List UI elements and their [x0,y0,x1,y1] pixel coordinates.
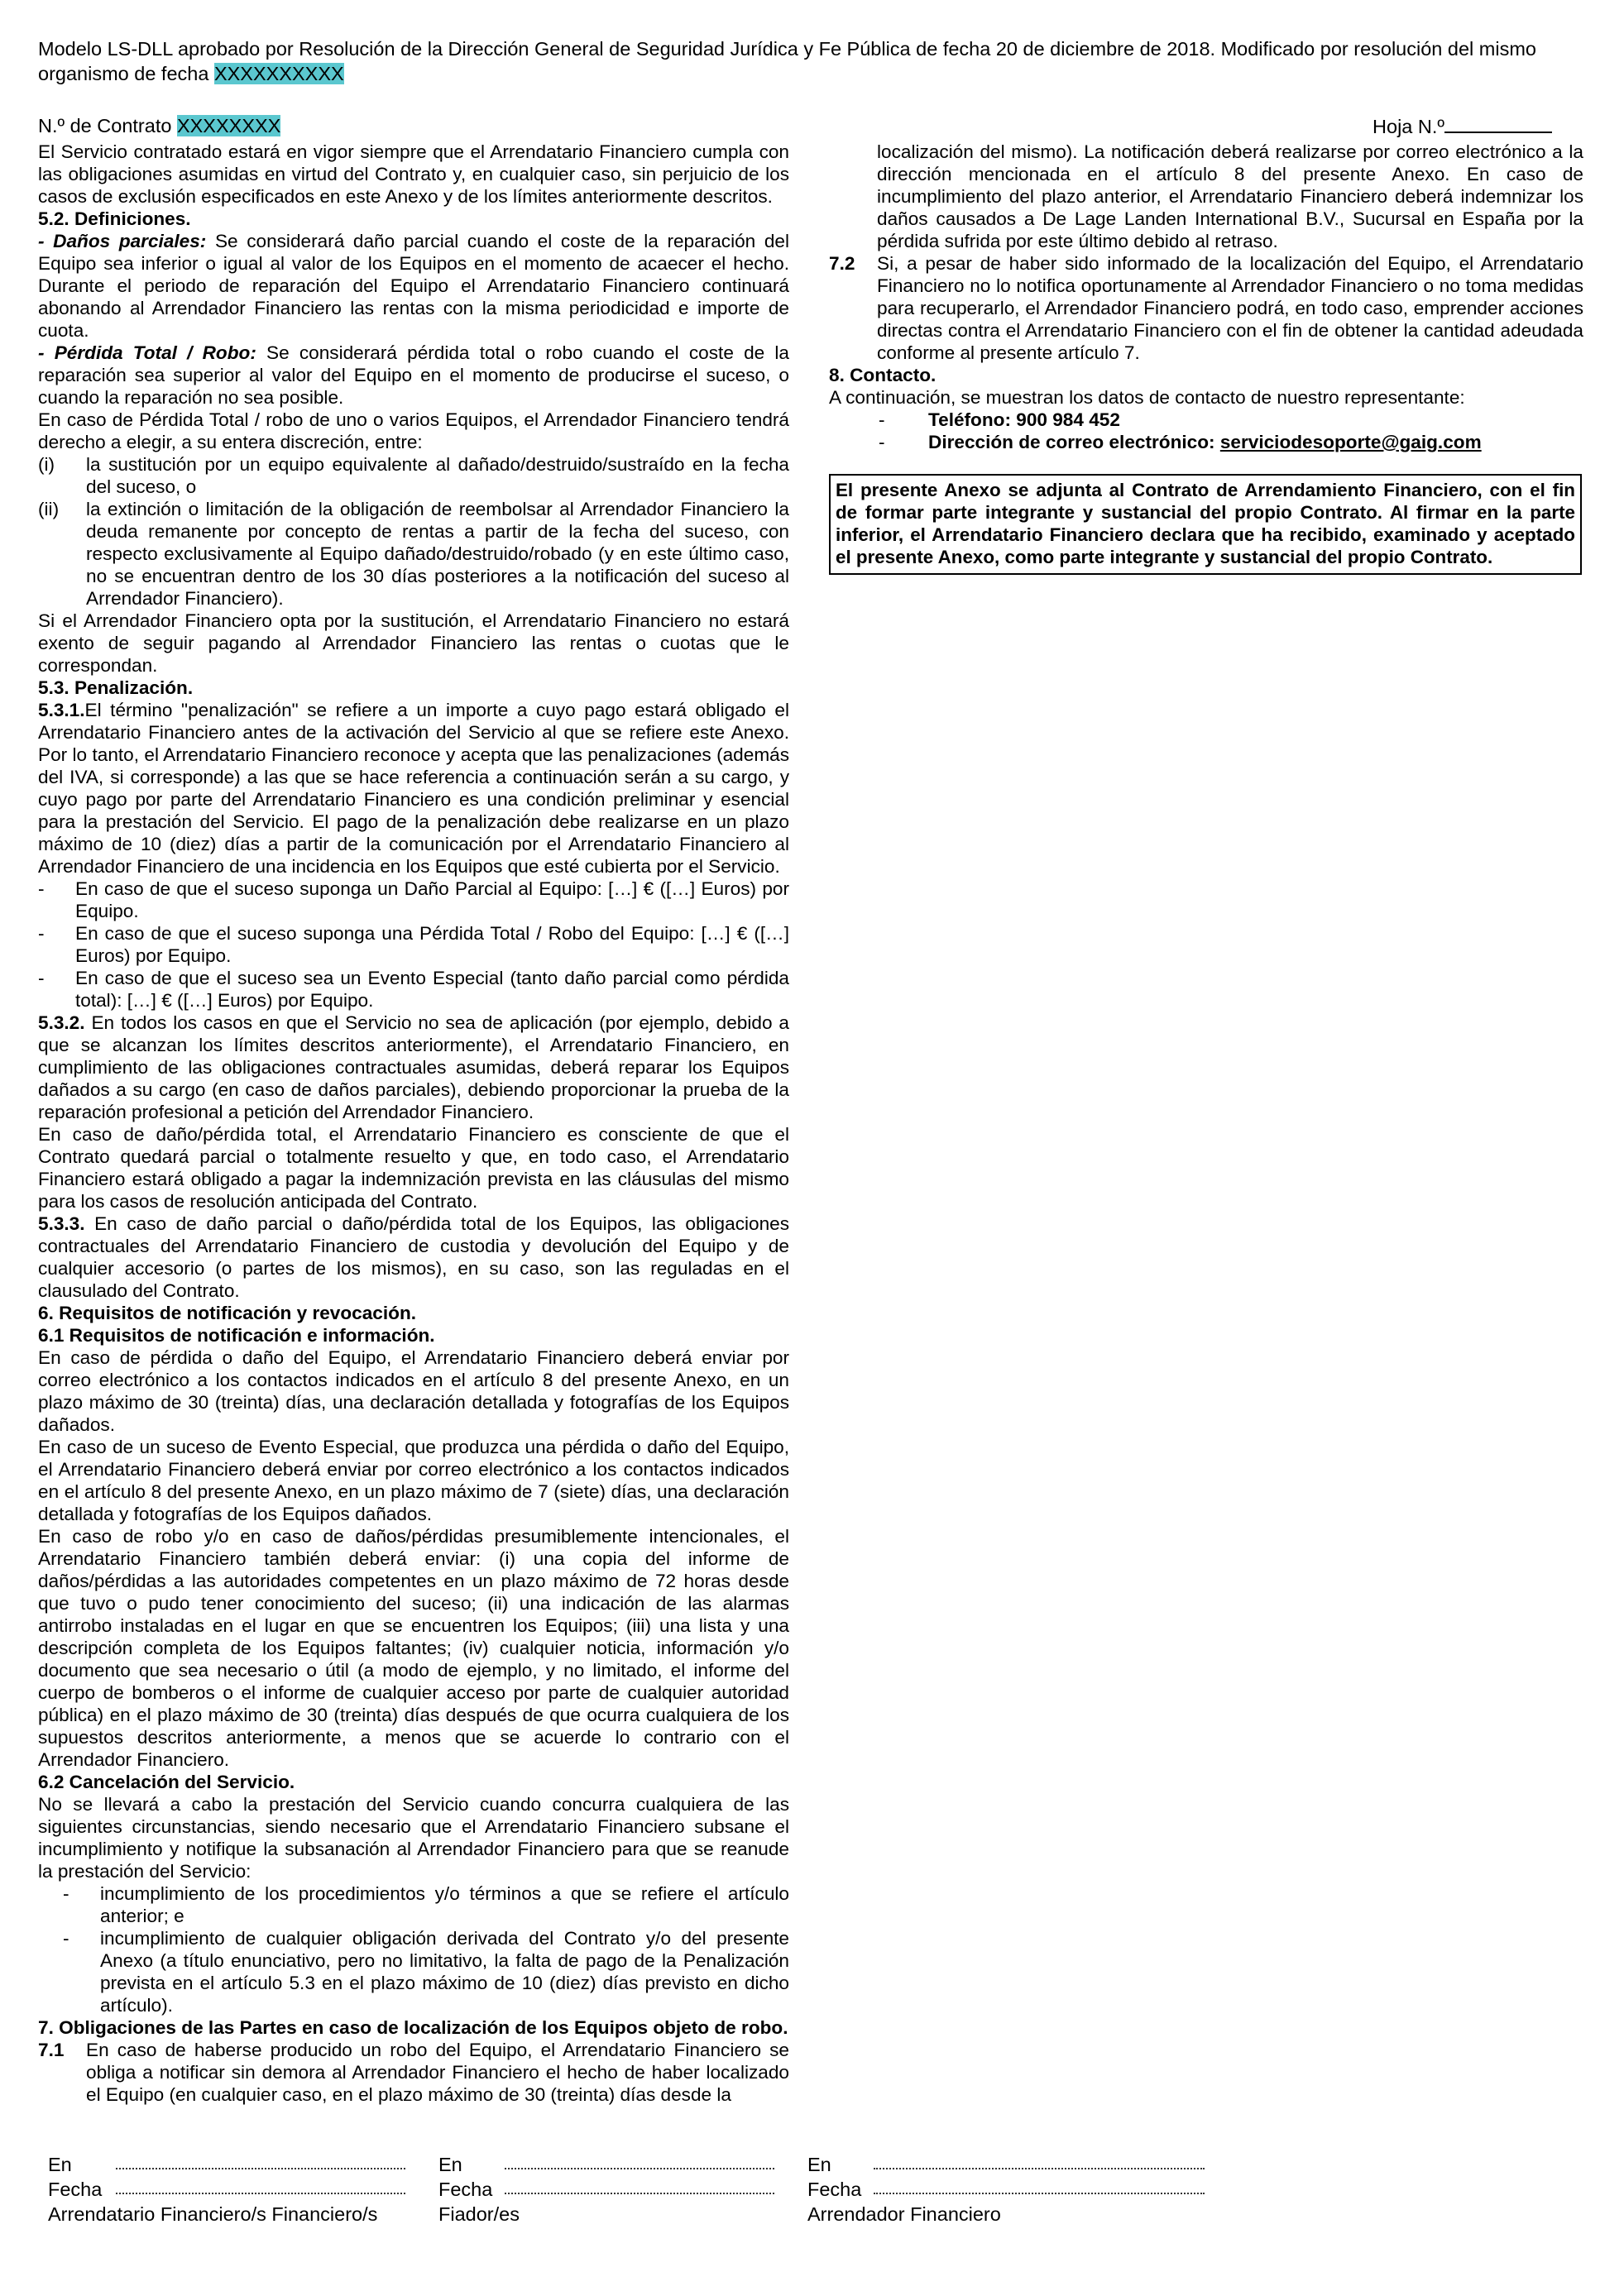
left-column [38,141,789,2106]
bullet-dash: - [38,968,45,988]
sig-en-row [438,2152,802,2177]
total-loss-label: - Pérdida Total / Robo: [38,342,256,363]
substitution-paragraph: Si el Arrendador Financiero opta por la sustitución, el Arrendatario Financiero no estará exento de seguir pagando al Arrendador Financiero las rentas o cuotas que le correspondan. [38,610,789,676]
place-label: En [48,2154,72,2175]
sig-fecha-row [807,2177,1221,2202]
total-loss-definition [38,342,789,409]
date-field[interactable] [505,2193,774,2194]
section-5-3-title: 5.3. Penalización. [38,677,194,698]
section-7-1 [38,2039,789,2106]
contact-intro: A continuación, se muestran los datos de contacto de nuestro representante: [829,387,1465,408]
bullet-dash: - [879,432,885,452]
total-loss-paragraph: En caso de daño/pérdida total, el Arrendatario Financiero es consciente de que el Contrato quedará parcial o totalmente resuelto y que, en todo caso, el Arrendatario Financiero estará obligado a pagar la indemnización prevista en las cláusulas del mismo para los casos de resolución anticipada del Contrato. [38,1124,789,1212]
choice-number: (ii) [38,499,60,519]
party-label: Arrendador Financiero [807,2203,1001,2225]
choice-item [38,498,789,610]
section-7-title: 7. Obligaciones de las Partes en caso de localización de los Equipos objeto de robo. [38,2017,788,2038]
modification-date-placeholder[interactable]: XXXXXXXXXX [213,63,344,84]
choice-text: la extinción o limitación de la obligación de reembolsar al Arrendador Financiero la deuda remanente por concepto de rentas a partir de la fecha del suceso, con respecto exclusivamente al Equipo dañado/destruido/robado (y en este último caso, no se encuentran dentro de los 30 días posteriores a la notificación del suceso al Arrendador Financiero). [86,499,789,609]
partial-damage-definition [38,230,789,342]
partial-damage-text: Se considerará daño parcial cuando el coste de la reparación del Equipo sea inferior o igual al valor de los Equipos en el momento de acaecer el hecho. Durante el periodo de reparación del Equipo el Arrendatario Financiero continuará abonando al Arrendador Financiero las rentas con la misma periodicidad e importe de cuota. [38,231,789,341]
clause-number: 5.3.1. [38,700,85,720]
cancellation-paragraph: No se llevará a cabo la prestación del Servicio cuando concurra cualquiera de las siguientes circunstancias, siendo necesario que el Arrendatario Financiero subsane el incumplimiento y notifique la subsanación al Arrendador Financiero para que se reanude la prestación del Servicio: [38,1794,789,1882]
section-6-title: 6. Requisitos de notificación y revocación. [38,1303,417,1323]
total-loss-text: Se considerará pérdida total o robo cuando el coste de la reparación sea superior al valor del Equipo en el momento de producirse el suceso, o cuando la reparación no sea posible. [38,342,789,408]
contact-phone [829,409,1583,431]
contract-row [38,113,1552,138]
party-label: Arrendatario Financiero/s Financiero/s [48,2203,378,2225]
place-field[interactable] [505,2168,774,2169]
penalty-item [38,922,789,967]
clause-text: El término "penalización" se refiere a un importe a cuyo pago estará obligado el Arrendatario Financiero antes de la activación del Servicio al que se refiere este Anexo. Por lo tanto, el Arrendatario Financiero reconoce y acepta que las penalizaciones (además del IVA, si corresponde) a las que se hace referencia a continuación serán a su cargo, y cuyo pago por parte del Arrendatario Financiero es una condición preliminar y esencial para la prestación del Servicio. El pago de la penalización debe realizarse en un plazo máximo de 10 (diez) días a partir de la comunicación por el Arrendatario Financiero al Arrendador Financiero de una incidencia en los Equipos que esté cubierta por el Servicio. [38,700,789,877]
sig-fecha-row [48,2177,412,2202]
phone-text: Teléfono: 900 984 452 [928,409,1120,430]
cancellation-text: incumplimiento de cualquier obligación derivada del Contrato y/o del presente Anexo (a título enunciativo, pero no limitativo, la falta de pago de la Penalización prevista en el artículo 5.3 en el plazo máximo de 10 (diez) días previsto en dicho artículo). [100,1928,789,2016]
penalty-text: En caso de que el suceso suponga un Daño Parcial al Equipo: […] € ([…] Euros) por Equipo. [75,878,789,921]
sig-en-row [807,2152,1221,2177]
place-field[interactable] [116,2168,405,2169]
sheet-number [1372,113,1552,139]
date-field[interactable] [116,2193,405,2194]
date-label: Fecha [438,2179,493,2200]
notification-paragraph-3: En caso de robo y/o en caso de daños/pérdidas presumiblemente intencionales, el Arrendatario Financiero también deberá enviar: (i) una copia del informe de daños/pérdidas a las autoridades competentes en un plazo máximo de 72 horas desde que tuvo o pudo tener conocimiento del suceso; (ii) una indicación de las alarmas antirrobo instaladas en el lugar en que se encuentren los Equipos; (iii) una lista y una descripción completa de los Equipos faltantes; (iv) cualquier noticia, información y/o documento que sea necesario o útil (a modo de ejemplo, y no limitado, el informe del cuerpo de bomberos o el informe de cualquier acceso por parte de cualquier autoridad pública) en el plazo máximo de 30 (treinta) días después de que ocurra cualquiera de los supuestos descritos anteriormente, a menos que se acuerde lo contrario con el Arrendador Financiero. [38,1526,789,1770]
sig-party-row [807,2202,1221,2227]
clause-text: En caso de daño parcial o daño/pérdida total de los Equipos, las obligaciones contractuales del Arrendatario Financiero de custodia y devolución del Equipo y de cualquier accesorio (o partes de los mismos), en su caso, son las reguladas en el clausulado del Contrato. [38,1213,789,1301]
choice-intro: En caso de Pérdida Total / robo de uno o varios Equipos, el Arrendador Financiero tendrá derecho a elegir, a su entera discreción, entre: [38,409,789,452]
cancellation-text: incumplimiento de los procedimientos y/o términos a que se refiere el artículo anterior; e [100,1883,789,1926]
sheet-number-blank[interactable] [1444,113,1552,133]
clause-number: 5.3.2. [38,1012,85,1033]
clause-number: 5.3.3. [38,1213,85,1234]
email-label: Dirección de correo electrónico: [928,432,1220,452]
email-row [928,431,1583,453]
clause-number: 7.1 [38,2040,65,2060]
sheet-label: Hoja N.º [1372,116,1444,137]
clause-text: En todos los casos en que el Servicio no sea de aplicación (por ejemplo, debido a que se alcanzan los límites descritos anteriormente), el Arrendatario Financiero, en cumplimiento de las obligaciones contractuales asumidas, deberá reparar los Equipos dañados a su cargo (en caso de daños parciales), debiendo proporcionar la prueba de la reparación profesional a petición del Arrendador Financiero. [38,1012,789,1122]
signature-column-guarantor [438,2152,802,2227]
service-validity-paragraph: El Servicio contratado estará en vigor siempre que el Arrendatario Financiero cumpla con las obligaciones asumidas en virtud del Contrato y, en cualquier caso, sin perjuicio de los casos de exclusión especificados en este Anexo y de los límites anteriormente descritos. [38,141,789,207]
signature-column-lessor [807,2152,1221,2227]
signature-column-lessee [48,2152,412,2227]
bullet-dash: - [38,878,45,899]
place-field[interactable] [874,2168,1205,2169]
date-label: Fecha [807,2179,862,2200]
date-label: Fecha [48,2179,103,2200]
contact-email [829,431,1583,453]
place-label: En [438,2154,462,2175]
section-7-1-continued [829,141,1583,252]
section-6-1-title: 6.1 Requisitos de notificación e información. [38,1325,435,1346]
annex-acceptance-notice: El presente Anexo se adjunta al Contrato de Arrendamiento Financiero, con el fin de formar parte integrante y sustancial del propio Contrato. Al firmar en la parte inferior, el Arrendatario Financiero declara que ha recibido, examinado y aceptado el presente Anexo, como parte integrante y sustancial del propio Contrato. [829,474,1582,575]
section-8-title: 8. Contacto. [829,365,937,385]
clause-number: 7.2 [829,253,855,274]
section-5-3-1 [38,699,789,878]
cancellation-item [38,1882,789,1927]
section-5-3-2 [38,1012,789,1123]
right-column [829,141,1583,453]
choice-item [38,453,789,498]
clause-text: Si, a pesar de haber sido informado de la localización del Equipo, el Arrendatario Financiero no lo notifica oportunamente al Arrendador Financiero o no toma medidas para recuperarlo, el Arrendador Financiero podrá, en todo caso, emprender acciones directas contra el Arrendatario Financiero con el fin de obtener la cantidad adeudada conforme al presente artículo 7. [877,253,1583,363]
partial-damage-label: - Daños parciales: [38,231,207,251]
sig-party-row [48,2202,412,2227]
bullet-dash: - [38,923,45,944]
penalty-item [38,878,789,922]
sig-fecha-row [438,2177,802,2202]
bullet-dash: - [63,1883,69,1904]
contract-number-placeholder[interactable]: XXXXXXXX [176,115,281,136]
cancellation-item [38,1927,789,2016]
clause-text: localización del mismo). La notificación deberá realizarse por correo electrónico a la dirección mencionada en el artículo 8 del presente Anexo. En caso de incumplimiento del plazo anterior, el Arrendatario Financiero deberá indemnizar los daños causados a De Lage Landen International B.V., Sucursal en España por la pérdida sufrida por este último debido al retraso. [877,141,1583,251]
model-approval-note [38,36,1577,86]
section-5-2-title: 5.2. Definiciones. [38,208,191,229]
section-6-2-title: 6.2 Cancelación del Servicio. [38,1772,295,1792]
date-field[interactable] [874,2193,1205,2194]
contract-label: N.º de Contrato [38,115,177,136]
clause-text: En caso de haberse producido un robo del Equipo, el Arrendatario Financiero se obliga a notificar sin demora al Arrendador Financiero el hecho de haber localizado el Equipo (en cualquier caso, en el plazo máximo de 30 (treinta) días desde la [86,2040,789,2105]
sig-party-row [438,2202,802,2227]
penalty-text: En caso de que el suceso sea un Evento Especial (tanto daño parcial como pérdida total): […] € ([…] Euros) por Equipo. [75,968,789,1011]
party-label: Fiador/es [438,2203,520,2225]
section-7-2 [829,252,1583,364]
choice-text: la sustitución por un equipo equivalente al dañado/destruido/sustraído en la fecha del suceso, o [86,454,789,497]
choice-number: (i) [38,454,55,475]
section-5-3-3 [38,1213,789,1302]
sig-en-row [48,2152,412,2177]
place-label: En [807,2154,831,2175]
bullet-dash: - [879,409,885,430]
penalty-text: En caso de que el suceso suponga una Pérdida Total / Robo del Equipo: […] € ([…] Euros) por Equipo. [75,923,789,966]
approval-text: Modelo LS-DLL aprobado por Resolución de la Dirección General de Seguridad Jurídica y Fe Pública de fecha 20 de diciembre de 2018. Modificado por resolución del mismo organismo de fecha [38,38,1536,84]
notification-paragraph-1: En caso de pérdida o daño del Equipo, el Arrendatario Financiero deberá enviar por correo electrónico a los contactos indicados en el artículo 8 del presente Anexo, en un plazo máximo de 30 (treinta) días, una declaración detallada y fotografías de los Equipos dañados. [38,1347,789,1435]
email-link[interactable]: serviciodesoporte@gaig.com [1219,432,1482,452]
penalty-item [38,967,789,1012]
notification-paragraph-2: En caso de un suceso de Evento Especial, que produzca una pérdida o daño del Equipo, el Arrendatario Financiero deberá enviar por correo electrónico a los contactos indicados en el artículo 8 del presente Anexo, en un plazo máximo de 7 (siete) días, una declaración detallada y fotografías de los Equipos dañados. [38,1437,789,1524]
bullet-dash: - [63,1928,69,1949]
